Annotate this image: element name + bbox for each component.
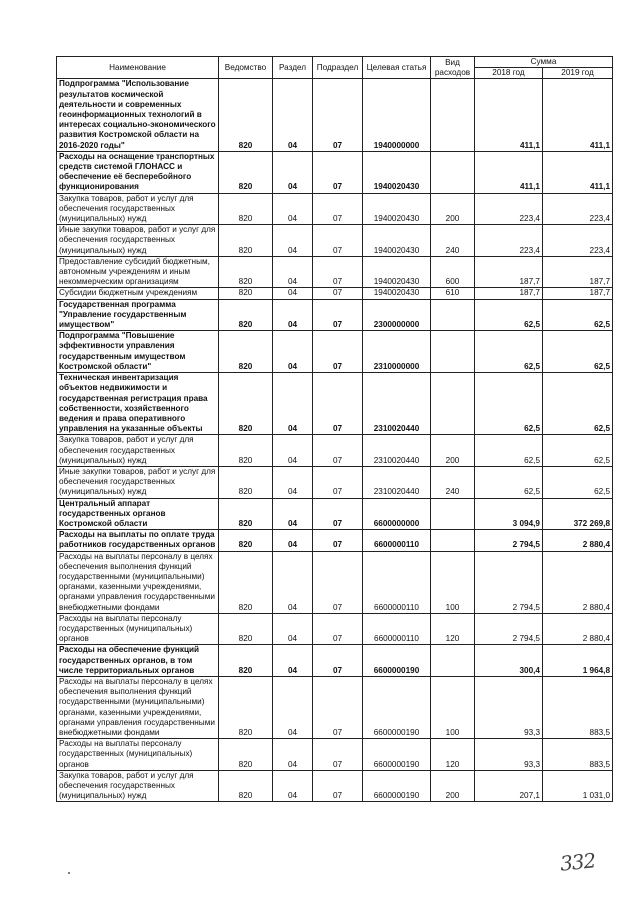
- cell-target: 1940020430: [363, 256, 431, 288]
- cell-2018: 207,1: [475, 770, 543, 802]
- cell-section: 04: [273, 613, 313, 645]
- cell-section: 04: [273, 331, 313, 373]
- cell-name: Предоставление субсидий бюджетным, автономным учреждениям и иным некоммерческим организациям: [57, 256, 219, 288]
- cell-section: 04: [273, 676, 313, 738]
- cell-kind: [431, 373, 475, 435]
- cell-name: Подпрограмма "Использование результатов космической деятельности и современных геоинформационных технологий в интересах социально-экономического развития Костромской области на 2016-2020 годы": [57, 79, 219, 151]
- header-target: Целевая статья: [363, 57, 431, 79]
- cell-target: 6600000000: [363, 498, 431, 530]
- cell-2019: 883,5: [543, 739, 613, 771]
- cell-kind: [431, 151, 475, 193]
- cell-subsection: 07: [313, 193, 363, 225]
- cell-2019: 62,5: [543, 299, 613, 331]
- cell-name: Субсидии бюджетным учреждениям: [57, 288, 219, 299]
- cell-subsection: 07: [313, 739, 363, 771]
- cell-name: Центральный аппарат государственных органов Костромской области: [57, 498, 219, 530]
- header-name: Наименование: [57, 57, 219, 79]
- header-2018: 2018 год: [475, 68, 543, 79]
- cell-dept: 820: [219, 256, 273, 288]
- cell-2018: 300,4: [475, 645, 543, 677]
- cell-2018: 62,5: [475, 466, 543, 498]
- cell-2019: 223,4: [543, 225, 613, 257]
- cell-2018: 2 794,5: [475, 530, 543, 551]
- cell-kind: 120: [431, 739, 475, 771]
- cell-dept: 820: [219, 530, 273, 551]
- cell-name: Иные закупки товаров, работ и услуг для обеспечения государственных (муниципальных) нужд: [57, 225, 219, 257]
- cell-dept: 820: [219, 498, 273, 530]
- cell-kind: [431, 645, 475, 677]
- cell-kind: 100: [431, 551, 475, 613]
- cell-2019: 62,5: [543, 331, 613, 373]
- cell-section: 04: [273, 225, 313, 257]
- table-row: [57, 645, 613, 677]
- table-row: [57, 256, 613, 288]
- cell-target: 2310020440: [363, 466, 431, 498]
- cell-2018: 223,4: [475, 193, 543, 225]
- cell-target: 6600000190: [363, 645, 431, 677]
- cell-2018: 187,7: [475, 288, 543, 299]
- cell-subsection: 07: [313, 613, 363, 645]
- header-sum: Сумма: [475, 57, 613, 68]
- cell-2019: 223,4: [543, 193, 613, 225]
- cell-subsection: 07: [313, 498, 363, 530]
- cell-target: 2310020440: [363, 435, 431, 467]
- cell-target: 2300000000: [363, 299, 431, 331]
- cell-2019: 411,1: [543, 151, 613, 193]
- cell-target: 1940020430: [363, 225, 431, 257]
- header-section: Раздел: [273, 57, 313, 79]
- cell-section: 04: [273, 551, 313, 613]
- cell-target: 2310020440: [363, 373, 431, 435]
- cell-kind: 120: [431, 613, 475, 645]
- table-row: [57, 676, 613, 738]
- cell-2018: 93,3: [475, 739, 543, 771]
- cell-name: Расходы на выплаты персоналу в целях обеспечения выполнения функций государственными (муниципальными) органами, казенными учреждениями, органами управления государственными внебюджетными фондами: [57, 551, 219, 613]
- cell-target: 6600000110: [363, 530, 431, 551]
- scan-speck: [68, 872, 70, 874]
- cell-section: 04: [273, 299, 313, 331]
- cell-subsection: 07: [313, 645, 363, 677]
- cell-kind: [431, 530, 475, 551]
- header-subsection: Подраздел: [313, 57, 363, 79]
- cell-name: Расходы на обеспечение функций государственных органов, в том числе территориальных органов: [57, 645, 219, 677]
- cell-dept: 820: [219, 288, 273, 299]
- cell-section: 04: [273, 79, 313, 151]
- cell-dept: 820: [219, 435, 273, 467]
- cell-subsection: 07: [313, 676, 363, 738]
- cell-2019: 411,1: [543, 79, 613, 151]
- cell-target: 1940020430: [363, 151, 431, 193]
- cell-subsection: 07: [313, 770, 363, 802]
- cell-dept: 820: [219, 331, 273, 373]
- handwritten-page-number: 332: [558, 848, 597, 876]
- cell-section: 04: [273, 256, 313, 288]
- table-row: [57, 498, 613, 530]
- cell-section: 04: [273, 645, 313, 677]
- table-row: [57, 288, 613, 299]
- cell-2018: 93,3: [475, 676, 543, 738]
- cell-kind: 240: [431, 466, 475, 498]
- cell-2019: 62,5: [543, 373, 613, 435]
- table-row: [57, 551, 613, 613]
- cell-dept: 820: [219, 193, 273, 225]
- cell-name: Иные закупки товаров, работ и услуг для обеспечения государственных (муниципальных) нужд: [57, 466, 219, 498]
- cell-name: Расходы на оснащение транспортных средств системой ГЛОНАСС и обеспечение её бесперебойного функционирования: [57, 151, 219, 193]
- cell-dept: 820: [219, 613, 273, 645]
- cell-name: Закупка товаров, работ и услуг для обеспечения государственных (муниципальных) нужд: [57, 435, 219, 467]
- cell-name: Техническая инвентаризация объектов недвижимости и государственная регистрация права собственности, хозяйственного ведения и права оперативного управления на указанные объекты: [57, 373, 219, 435]
- cell-target: 6600000190: [363, 770, 431, 802]
- cell-2018: 2 794,5: [475, 551, 543, 613]
- cell-2018: 2 794,5: [475, 613, 543, 645]
- cell-name: Государственная программа "Управление государственным имуществом": [57, 299, 219, 331]
- cell-2019: 1 964,8: [543, 645, 613, 677]
- cell-subsection: 07: [313, 79, 363, 151]
- cell-subsection: 07: [313, 288, 363, 299]
- cell-name: Расходы на выплаты по оплате труда работников государственных органов: [57, 530, 219, 551]
- cell-target: 1940000000: [363, 79, 431, 151]
- cell-2019: 62,5: [543, 466, 613, 498]
- cell-2018: 3 094,9: [475, 498, 543, 530]
- table-row: [57, 299, 613, 331]
- cell-target: 2310000000: [363, 331, 431, 373]
- cell-section: 04: [273, 770, 313, 802]
- table-row: [57, 530, 613, 551]
- cell-name: Подпрограмма "Повышение эффективности управления государственным имуществом Костромской области": [57, 331, 219, 373]
- cell-target: 6600000190: [363, 739, 431, 771]
- cell-section: 04: [273, 498, 313, 530]
- cell-dept: 820: [219, 739, 273, 771]
- cell-dept: 820: [219, 466, 273, 498]
- cell-subsection: 07: [313, 551, 363, 613]
- cell-target: 6600000110: [363, 613, 431, 645]
- cell-subsection: 07: [313, 151, 363, 193]
- cell-2019: 372 269,8: [543, 498, 613, 530]
- cell-subsection: 07: [313, 435, 363, 467]
- cell-section: 04: [273, 151, 313, 193]
- table-row: [57, 466, 613, 498]
- table-row: [57, 373, 613, 435]
- cell-section: 04: [273, 193, 313, 225]
- cell-kind: 200: [431, 193, 475, 225]
- cell-target: 1940020430: [363, 288, 431, 299]
- cell-subsection: 07: [313, 299, 363, 331]
- cell-name: Расходы на выплаты персоналу государственных (муниципальных) органов: [57, 739, 219, 771]
- header-kind: Вид расходов: [431, 57, 475, 79]
- cell-dept: 820: [219, 676, 273, 738]
- cell-subsection: 07: [313, 225, 363, 257]
- cell-2019: 187,7: [543, 288, 613, 299]
- cell-target: 6600000110: [363, 551, 431, 613]
- cell-kind: [431, 299, 475, 331]
- cell-section: 04: [273, 739, 313, 771]
- cell-dept: 820: [219, 373, 273, 435]
- cell-2019: 883,5: [543, 676, 613, 738]
- table-row: [57, 193, 613, 225]
- header-row: [57, 57, 613, 68]
- cell-target: 6600000190: [363, 676, 431, 738]
- cell-2019: 2 880,4: [543, 530, 613, 551]
- cell-dept: 820: [219, 645, 273, 677]
- cell-kind: [431, 331, 475, 373]
- cell-2018: 187,7: [475, 256, 543, 288]
- table-row: [57, 435, 613, 467]
- table-row: [57, 79, 613, 151]
- cell-dept: 820: [219, 151, 273, 193]
- cell-section: 04: [273, 288, 313, 299]
- cell-2019: 187,7: [543, 256, 613, 288]
- cell-kind: [431, 498, 475, 530]
- table-row: [57, 770, 613, 802]
- cell-name: Закупка товаров, работ и услуг для обеспечения государственных (муниципальных) нужд: [57, 193, 219, 225]
- cell-dept: 820: [219, 299, 273, 331]
- table-row: [57, 225, 613, 257]
- cell-kind: 200: [431, 435, 475, 467]
- cell-dept: 820: [219, 79, 273, 151]
- cell-section: 04: [273, 530, 313, 551]
- cell-2019: 2 880,4: [543, 613, 613, 645]
- cell-subsection: 07: [313, 256, 363, 288]
- cell-subsection: 07: [313, 331, 363, 373]
- cell-name: Расходы на выплаты персоналу в целях обеспечения выполнения функций государственными (муниципальными) органами, казенными учреждениями, органами управления государственными внебюджетными фондами: [57, 676, 219, 738]
- cell-subsection: 07: [313, 530, 363, 551]
- budget-table: [56, 56, 613, 802]
- table-row: [57, 739, 613, 771]
- table-body: [57, 79, 613, 802]
- cell-section: 04: [273, 466, 313, 498]
- cell-subsection: 07: [313, 373, 363, 435]
- cell-dept: 820: [219, 770, 273, 802]
- cell-subsection: 07: [313, 466, 363, 498]
- cell-kind: [431, 79, 475, 151]
- table-row: [57, 151, 613, 193]
- table-row: [57, 331, 613, 373]
- cell-2018: 411,1: [475, 151, 543, 193]
- cell-2018: 62,5: [475, 373, 543, 435]
- cell-section: 04: [273, 435, 313, 467]
- cell-2018: 62,5: [475, 331, 543, 373]
- cell-section: 04: [273, 373, 313, 435]
- cell-2018: 62,5: [475, 299, 543, 331]
- cell-kind: 600: [431, 256, 475, 288]
- cell-2019: 62,5: [543, 435, 613, 467]
- cell-2019: 1 031,0: [543, 770, 613, 802]
- cell-dept: 820: [219, 551, 273, 613]
- cell-name: Расходы на выплаты персоналу государственных (муниципальных) органов: [57, 613, 219, 645]
- cell-2019: 2 880,4: [543, 551, 613, 613]
- cell-kind: 240: [431, 225, 475, 257]
- header-2019: 2019 год: [543, 68, 613, 79]
- cell-2018: 223,4: [475, 225, 543, 257]
- cell-kind: 610: [431, 288, 475, 299]
- cell-kind: 100: [431, 676, 475, 738]
- cell-name: Закупка товаров, работ и услуг для обеспечения государственных (муниципальных) нужд: [57, 770, 219, 802]
- cell-dept: 820: [219, 225, 273, 257]
- table-row: [57, 613, 613, 645]
- header-dept: Ведомство: [219, 57, 273, 79]
- cell-kind: 200: [431, 770, 475, 802]
- cell-2018: 411,1: [475, 79, 543, 151]
- cell-target: 1940020430: [363, 193, 431, 225]
- cell-2018: 62,5: [475, 435, 543, 467]
